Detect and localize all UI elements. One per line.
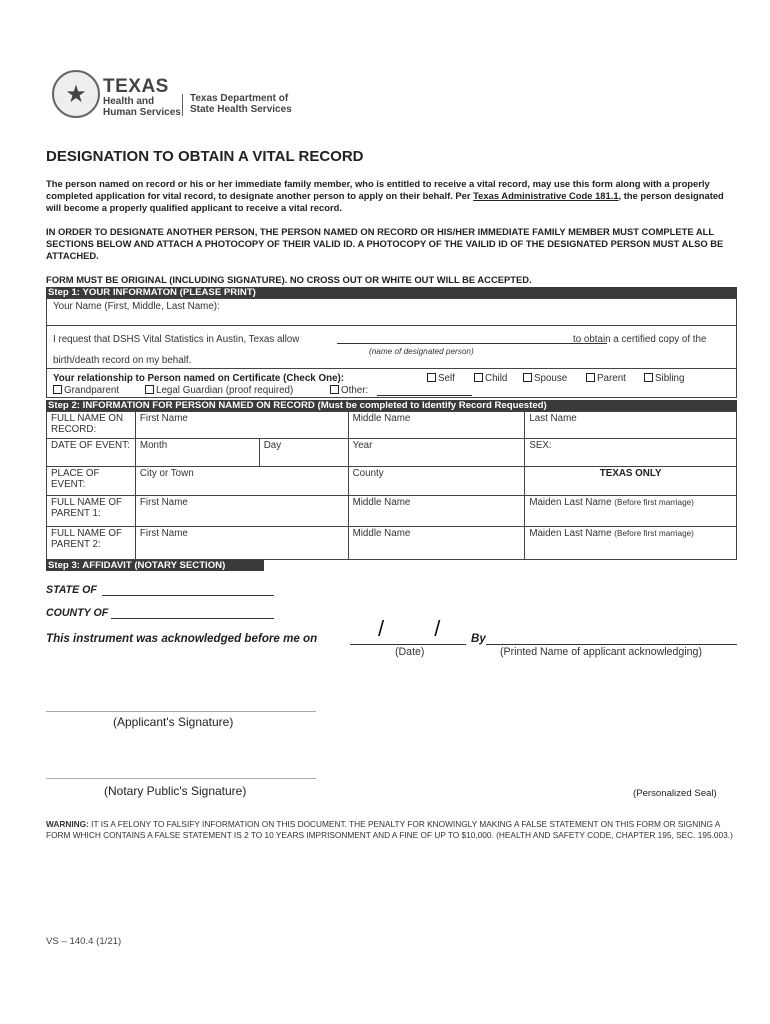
warning-label: WARNING:: [46, 819, 89, 829]
table-row: [47, 439, 737, 467]
date-label: (Date): [395, 646, 425, 658]
table-row: [47, 412, 737, 439]
county-of-label: COUNTY OF: [46, 607, 109, 619]
checkbox-icon: [523, 373, 532, 382]
request-end-text: birth/death record on my behalf.: [53, 355, 192, 366]
form-title: DESIGNATION TO OBTAIN A VITAL RECORD: [46, 148, 364, 165]
relationship-label: Your relationship to Person named on Certificate (Check One):: [53, 373, 345, 384]
middle-name-field[interactable]: Middle Name: [348, 412, 525, 439]
date-of-event-label: DATE OF EVENT:: [47, 439, 136, 467]
parent2-first-name-field[interactable]: First Name: [135, 527, 348, 560]
checkbox-icon: [53, 385, 62, 394]
request-box: [46, 325, 737, 369]
checkbox-icon: [330, 385, 339, 394]
agency-name: TEXAS: [103, 76, 169, 97]
designee-name-input[interactable]: [337, 343, 607, 344]
last-name-field[interactable]: Last Name: [525, 412, 737, 439]
tac-link[interactable]: Texas Administrative Code 181.1: [473, 190, 619, 201]
maiden-label: Maiden Last Name: [529, 497, 612, 508]
notary-signature-label: (Notary Public's Signature): [104, 784, 247, 798]
checkbox-icon: [586, 373, 595, 382]
option-self[interactable]: [427, 373, 455, 384]
your-name-label: Your Name (First, Middle, Last Name):: [53, 301, 220, 312]
option-parent[interactable]: [586, 373, 626, 384]
checkbox-icon: [145, 385, 154, 394]
sex-field[interactable]: SEX:: [525, 439, 737, 467]
other-input[interactable]: [377, 395, 472, 396]
full-name-label: FULL NAME ON RECORD:: [47, 412, 136, 439]
parent1-maiden-name-field[interactable]: [525, 496, 737, 527]
city-field[interactable]: City or Town: [135, 467, 348, 496]
applicant-signature-label: (Applicant's Signature): [113, 715, 234, 729]
option-grandparent-label: Grandparent: [64, 385, 120, 396]
parent1-first-name-field[interactable]: First Name: [135, 496, 348, 527]
checkbox-icon: [427, 373, 436, 382]
personalized-seal-label: (Personalized Seal): [633, 788, 717, 799]
parent2-maiden-name-field[interactable]: [525, 527, 737, 560]
record-info-table: [46, 411, 737, 560]
step1-heading: Step 1: YOUR INFORMATON (PLEASE PRINT): [46, 287, 737, 298]
request-pre-text: I request that DSHS Vital Statistics in Austin, Texas allow: [53, 334, 300, 345]
notary-signature-line[interactable]: [46, 778, 316, 779]
designation-notice: IN ORDER TO DESIGNATE ANOTHER PERSON, THE PERSON NAMED ON RECORD OR HIS/HER IMMEDIATE FAMILY MEMBER MUST COMPLETE ALL SECTIONS BELOW AND ATTACH A PHOTOCOPY OF THEIR VALID ID. A PHOTOCOPY OF THE VAILID ID OF THE DESIGNATED PERSON MUST ALSO BE ATTACHED.: [46, 226, 724, 261]
place-of-event-label: PLACE OF EVENT:: [47, 467, 136, 496]
parent2-middle-name-field[interactable]: Middle Name: [348, 527, 525, 560]
warning-body: IT IS A FELONY TO FALSIFY INFORMATION ON THIS DOCUMENT. THE PENALTY FOR KNOWINGLY MAKING A FALSE STATEMENT ON THIS FORM OR SIGNING A FORM WHICH CONTAINS A FALSE STATEMENT IS 2 TO 10 YEARS IMPRISONMENT AND A FINE OF UP TO $10,000. (HEALTH AND SAFETY CODE, CHAPTER 195, SEC. 195.003.): [46, 819, 733, 840]
option-parent-label: Parent: [597, 373, 626, 384]
intro-text-1: The person named on record or his or her immediate family member, who is entitled to receive a vital record, may use this form along with a properly completed application for vital record, to designate another person to apply on their behalf. Per: [46, 178, 710, 201]
option-spouse-label: Spouse: [534, 373, 568, 384]
table-row: [47, 496, 737, 527]
first-name-field[interactable]: First Name: [135, 412, 348, 439]
checkbox-icon: [474, 373, 483, 382]
parent1-middle-name-field[interactable]: Middle Name: [348, 496, 525, 527]
step3-heading: Step 3: AFFIDAVIT (NOTARY SECTION): [46, 560, 264, 571]
relationship-box: [46, 368, 737, 398]
option-child[interactable]: [474, 373, 507, 384]
option-self-label: Self: [438, 373, 455, 384]
year-field[interactable]: Year: [348, 439, 525, 467]
logo-divider: [182, 94, 183, 116]
county-field[interactable]: County: [348, 467, 525, 496]
month-field[interactable]: Month: [135, 439, 259, 467]
designee-hint: (name of designated person): [369, 347, 474, 356]
maiden-label: Maiden Last Name: [529, 528, 612, 539]
day-field[interactable]: Day: [259, 439, 348, 467]
printed-name-input[interactable]: [486, 644, 737, 645]
maiden-hint: (Before first marriage): [614, 529, 694, 538]
option-spouse[interactable]: [523, 373, 567, 384]
ack-date-input[interactable]: [350, 644, 466, 645]
intro-text-2: , the person designated will become a properly qualified applicant to receive a vital record.: [46, 190, 724, 213]
form-number: VS – 140.4 (1/21): [46, 936, 122, 947]
option-grandparent[interactable]: [53, 385, 119, 396]
option-sibling[interactable]: [644, 373, 684, 384]
checkbox-icon: [644, 373, 653, 382]
your-name-field[interactable]: [46, 298, 737, 326]
intro-paragraph: [46, 178, 736, 214]
option-legal-guardian[interactable]: [145, 385, 293, 396]
request-post-text: to obtain a certified copy of the: [573, 334, 707, 345]
date-slashes: / /: [378, 616, 463, 641]
table-row: [47, 467, 737, 496]
applicant-signature-line[interactable]: [46, 711, 316, 712]
option-other-label: Other:: [341, 385, 369, 396]
option-sibling-label: Sibling: [655, 373, 685, 384]
state-of-input[interactable]: [102, 595, 274, 596]
by-label: By: [471, 632, 486, 645]
printed-name-label: (Printed Name of applicant acknowledging): [500, 646, 702, 658]
star-icon: ★: [65, 80, 87, 108]
original-form-notice: FORM MUST BE ORIGINAL (INCLUDING SIGNATURE). NO CROSS OUT OR WHITE OUT WILL BE ACCEPTED.: [46, 274, 532, 285]
step2-heading: Step 2: INFORMATION FOR PERSON NAMED ON RECORD (Must be completed to Identify Record Requested): [46, 400, 737, 411]
option-child-label: Child: [485, 373, 508, 384]
acknowledged-label: This instrument was acknowledged before me on: [46, 632, 318, 645]
agency-subtitle: Health and Human Services: [103, 96, 181, 118]
parent1-label: FULL NAME OF PARENT 1:: [47, 496, 136, 527]
table-row: [47, 527, 737, 560]
texas-only-label: TEXAS ONLY: [525, 467, 737, 496]
parent2-label: FULL NAME OF PARENT 2:: [47, 527, 136, 560]
option-legal-guardian-label: Legal Guardian (proof required): [156, 385, 294, 396]
county-of-input[interactable]: [111, 618, 274, 619]
department-name: Texas Department of State Health Services: [190, 93, 292, 115]
option-other[interactable]: [330, 385, 368, 396]
state-of-label: STATE OF: [46, 584, 97, 596]
texas-seal-logo: [52, 70, 100, 118]
maiden-hint: (Before first marriage): [614, 498, 694, 507]
warning-text: [46, 819, 738, 841]
